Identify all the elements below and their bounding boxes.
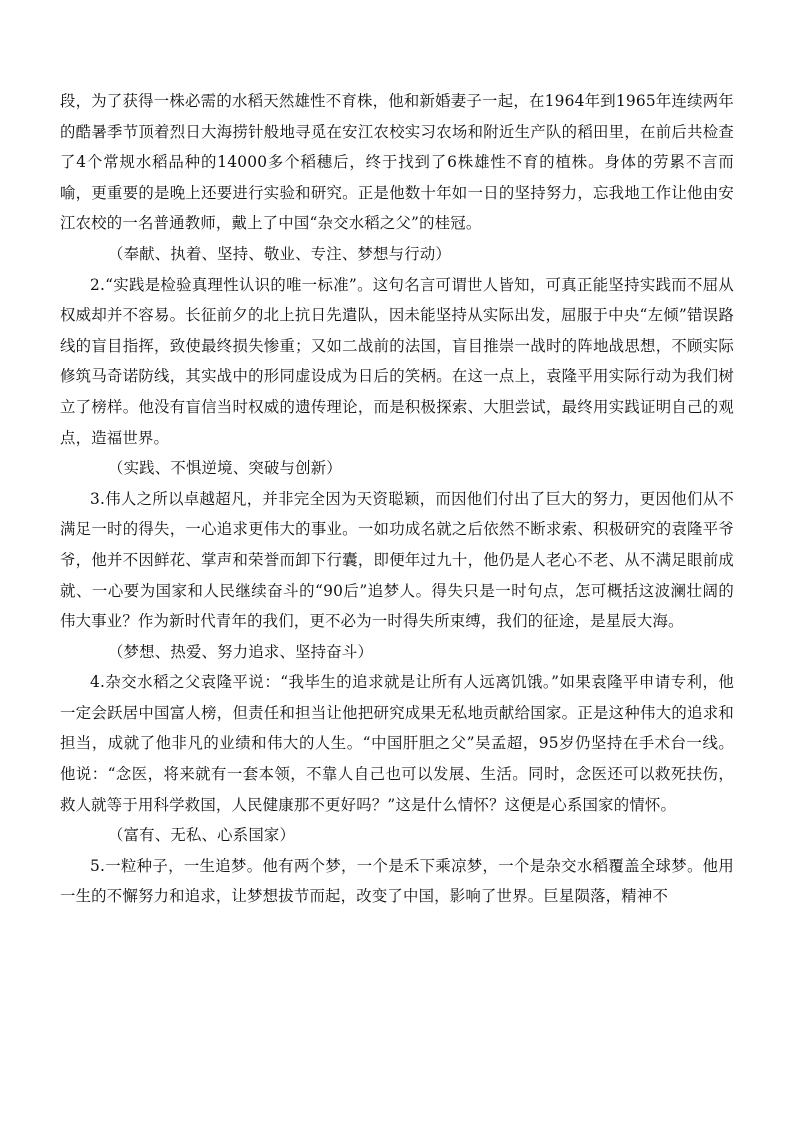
- keywords-line-4: （富有、无私、心系国家）: [108, 826, 296, 845]
- keywords-line-2: （实践、不惧逆境、突破与创新）: [108, 459, 342, 478]
- document-body: [60, 86, 734, 912]
- paragraph-2: 2.“实践是检验真理性认识的唯一标准”。这句名言可谓世人皆知，可真正能坚持实践而不屈从权威却并不容易。长征前夕的北上抗日先遣队，因未能坚持从实际出发，屈服于中央“左倾”错误路线的盲目指挥，致使最终损失惨重；又如二战前的法国，盲目推崇一战时的阵地战思想，不顾实际修筑马奇诺防线，其实战中的形同虚设成为日后的笑柄。在这一点上，袁隆平用实际行动为我们树立了榜样。他没有盲信当时权威的遗传理论，而是积极探索、大胆尝试，最终用实践证明自己的观点，造福世界。: [60, 275, 734, 447]
- paragraph-4: 4.杂交水稻之父袁隆平说：“我毕生的追求就是让所有人远离饥饿。”如果袁隆平申请专利，他一定会跃居中国富人榜，但责任和担当让他把研究成果无私地贡献给国家。正是这种伟大的追求和担当，成就了他非凡的业绩和伟大的人生。“中国肝胆之父”吴孟超，95岁仍坚持在手术台一线。他说：“念医，将来就有一套本领，不靠人自己也可以发展、生活。同时，念医还可以救死扶伤，救人就等于用科学救国，人民健康那不更好吗？”这是什么情怀？这便是心系国家的情怀。: [60, 673, 734, 814]
- keywords-line-1: （奉献、执着、坚持、敬业、专注、梦想与行动）: [108, 244, 451, 263]
- keywords-line-3: （梦想、热爱、努力追求、坚持奋斗）: [108, 642, 374, 661]
- paragraph-continuation: 段，为了获得一株必需的水稻天然雄性不育株，他和新婚妻子一起，在1964年到1965年连续两年的酷暑季节顶着烈日大海捞针般地寻觅在安江农校实习农场和附近生产队的稻田里，在前后共检查了4个常规水稻品种的14000多个稻穗后，终于找到了6株雄性不育的植株。身体的劳累不言而喻，更重要的是晚上还要进行实验和研究。正是他数十年如一日的坚持努力，忘我地工作让他由安江农校的一名普通教师，戴上了中国“杂交水稻之父”的桂冠。: [60, 92, 734, 233]
- paragraph-3: 3.伟人之所以卓越超凡，并非完全因为天资聪颖，而因他们付出了巨大的努力，更因他们从不满足一时的得失，一心追求更伟大的事业。一如功成名就之后依然不断求索、积极研究的袁隆平爷爷，他并不因鲜花、掌声和荣誉而卸下行囊，即便年过九十，他仍是人老心不老、从不满足眼前成就、一心要为国家和人民继续奋斗的“90后”追梦人。得失只是一时句点，怎可概括这波澜壮阔的伟大事业？作为新时代青年的我们，更不必为一时得失所束缚，我们的征途，是星辰大海。: [60, 489, 734, 631]
- paragraph-5: 5.一粒种子，一生追梦。他有两个梦，一个是禾下乘凉梦，一个是杂交水稻覆盖全球梦。他用一生的不懈努力和追求，让梦想拔节而起，改变了中国，影响了世界。巨星陨落，精神不: [60, 856, 734, 906]
